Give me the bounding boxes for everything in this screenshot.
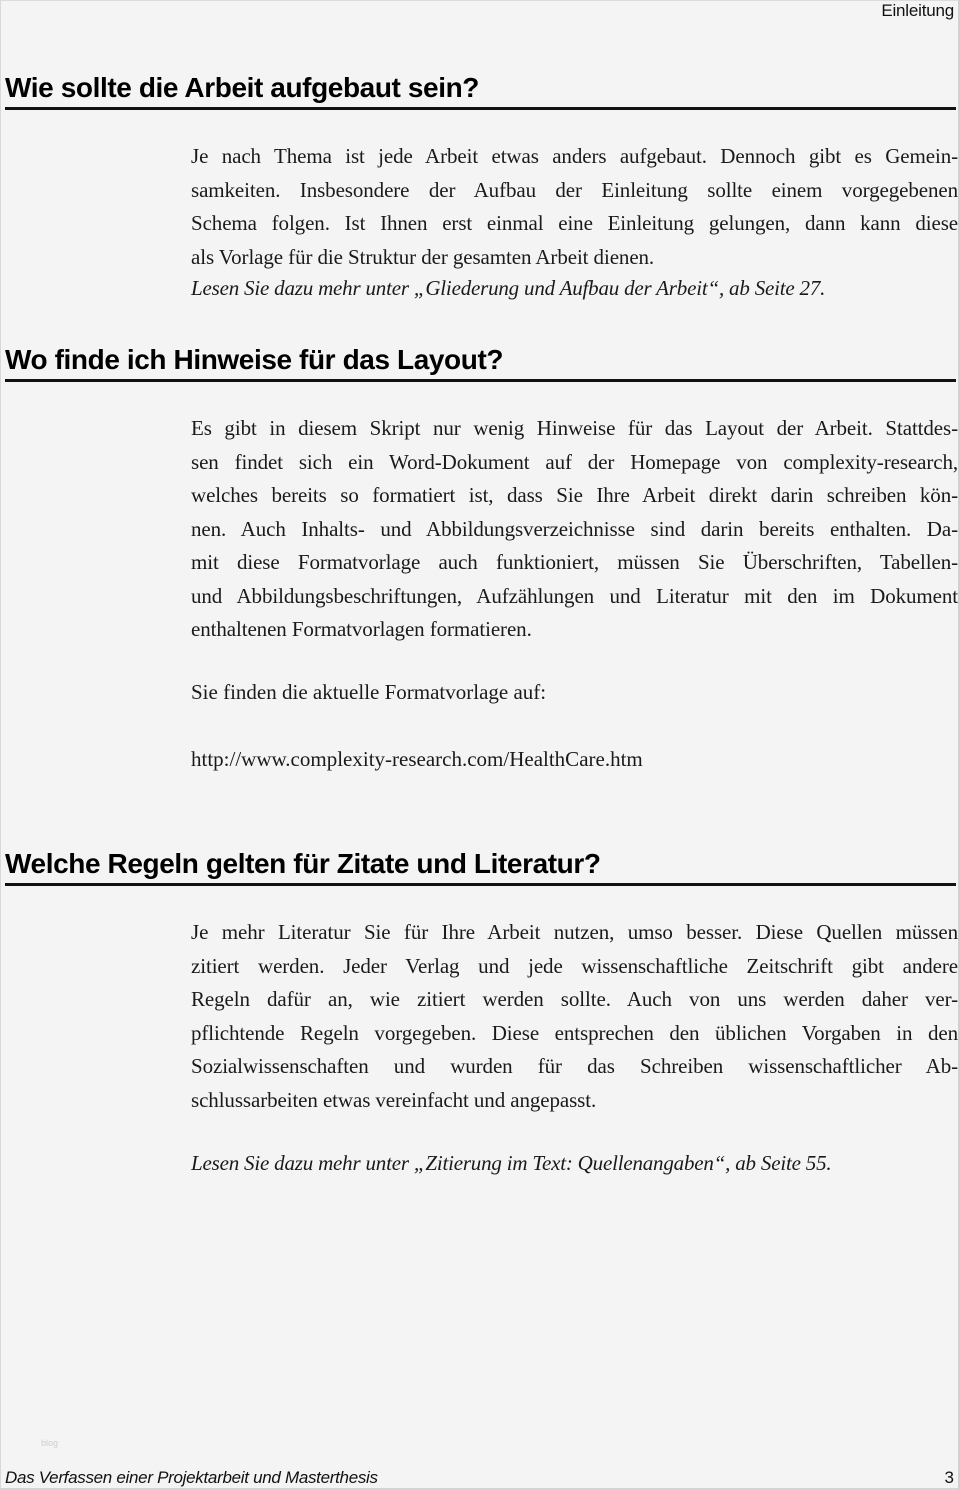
footer-title: Das Verfassen einer Projektarbeit und Masterthesis [5, 1468, 378, 1487]
text-line: sen findet sich ein Word-Dokument auf der Homepage von complexity-research, [191, 449, 958, 474]
page-number: 3 [944, 1468, 954, 1487]
text-line: welches bereits so formatiert ist, dass Sie Ihre Arbeit direkt darin schreiben kön- [191, 483, 958, 507]
text-line: Je nach Thema ist jede Arbeit etwas anders aufgebaut. Dennoch gibt es Gemein- [191, 144, 958, 168]
text-line: samkeiten. Insbesondere der Aufbau der Einleitung sollte einem vorgegebenen [191, 177, 958, 202]
template-url-link[interactable]: http://www.complexity-research.com/HealthCare.htm [191, 747, 643, 771]
text-line: als Vorlage für die Struktur der gesamten Arbeit dienen. [191, 244, 655, 269]
cross-reference-structure: Lesen Sie dazu mehr unter „Gliederung und Aufbau der Arbeit“, ab Seite 27. [191, 276, 826, 300]
paragraph-layout [191, 412, 958, 647]
text-line: Regeln dafür an, wie zitiert werden sollte. Auch von uns werden daher ver- [191, 987, 958, 1011]
text-line: Sozialwissenschaften und wurden für das Schreiben wissenschaftlicher Ab- [191, 1054, 958, 1078]
text-line: nen. Auch Inhalts- und Abbildungsverzeichnisse sind darin bereits enthalten. Da- [191, 516, 958, 541]
paragraph-structure [191, 140, 958, 274]
text-line: und Abbildungsbeschriftungen, Aufzählungen und Literatur mit den im Dokument [191, 583, 958, 608]
section-heading-citations: Welche Regeln gelten für Zitate und Literatur? [5, 847, 956, 886]
text-line: zitiert werden. Jeder Verlag und jede wissenschaftliche Zeitschrift gibt andere [191, 953, 958, 978]
text-line: Es gibt in diesem Skript nur wenig Hinweise für das Layout der Arbeit. Stattdes- [191, 416, 958, 440]
text-line: schlussarbeiten etwas vereinfacht und angepasst. [191, 1087, 597, 1112]
template-intro: Sie finden die aktuelle Formatvorlage auf: [191, 680, 547, 704]
cross-reference-citations: Lesen Sie dazu mehr unter „Zitierung im Text: Quellenangaben“, ab Seite 55. [191, 1151, 832, 1175]
text-line: mit diese Formatvorlage auch funktioniert, müssen Sie Überschriften, Tabellen- [191, 550, 958, 574]
section-heading-layout: Wo finde ich Hinweise für das Layout? [5, 343, 956, 382]
text-line: Schema folgen. Ist Ihnen erst einmal eine Einleitung gelungen, dann kann diese [191, 211, 958, 235]
paragraph-citations [191, 916, 958, 1117]
watermark: blog [41, 1438, 59, 1448]
section-heading-structure: Wie sollte die Arbeit aufgebaut sein? [5, 71, 956, 110]
text-line: enthaltenen Formatvorlagen formatieren. [191, 617, 532, 641]
text-line: pflichtende Regeln vorgegeben. Diese entsprechen den üblichen Vorgaben in den [191, 1020, 958, 1045]
running-header: Einleitung [881, 1, 954, 20]
text-line: Je mehr Literatur Sie für Ihre Arbeit nutzen, umso besser. Diese Quellen müssen [191, 920, 958, 944]
